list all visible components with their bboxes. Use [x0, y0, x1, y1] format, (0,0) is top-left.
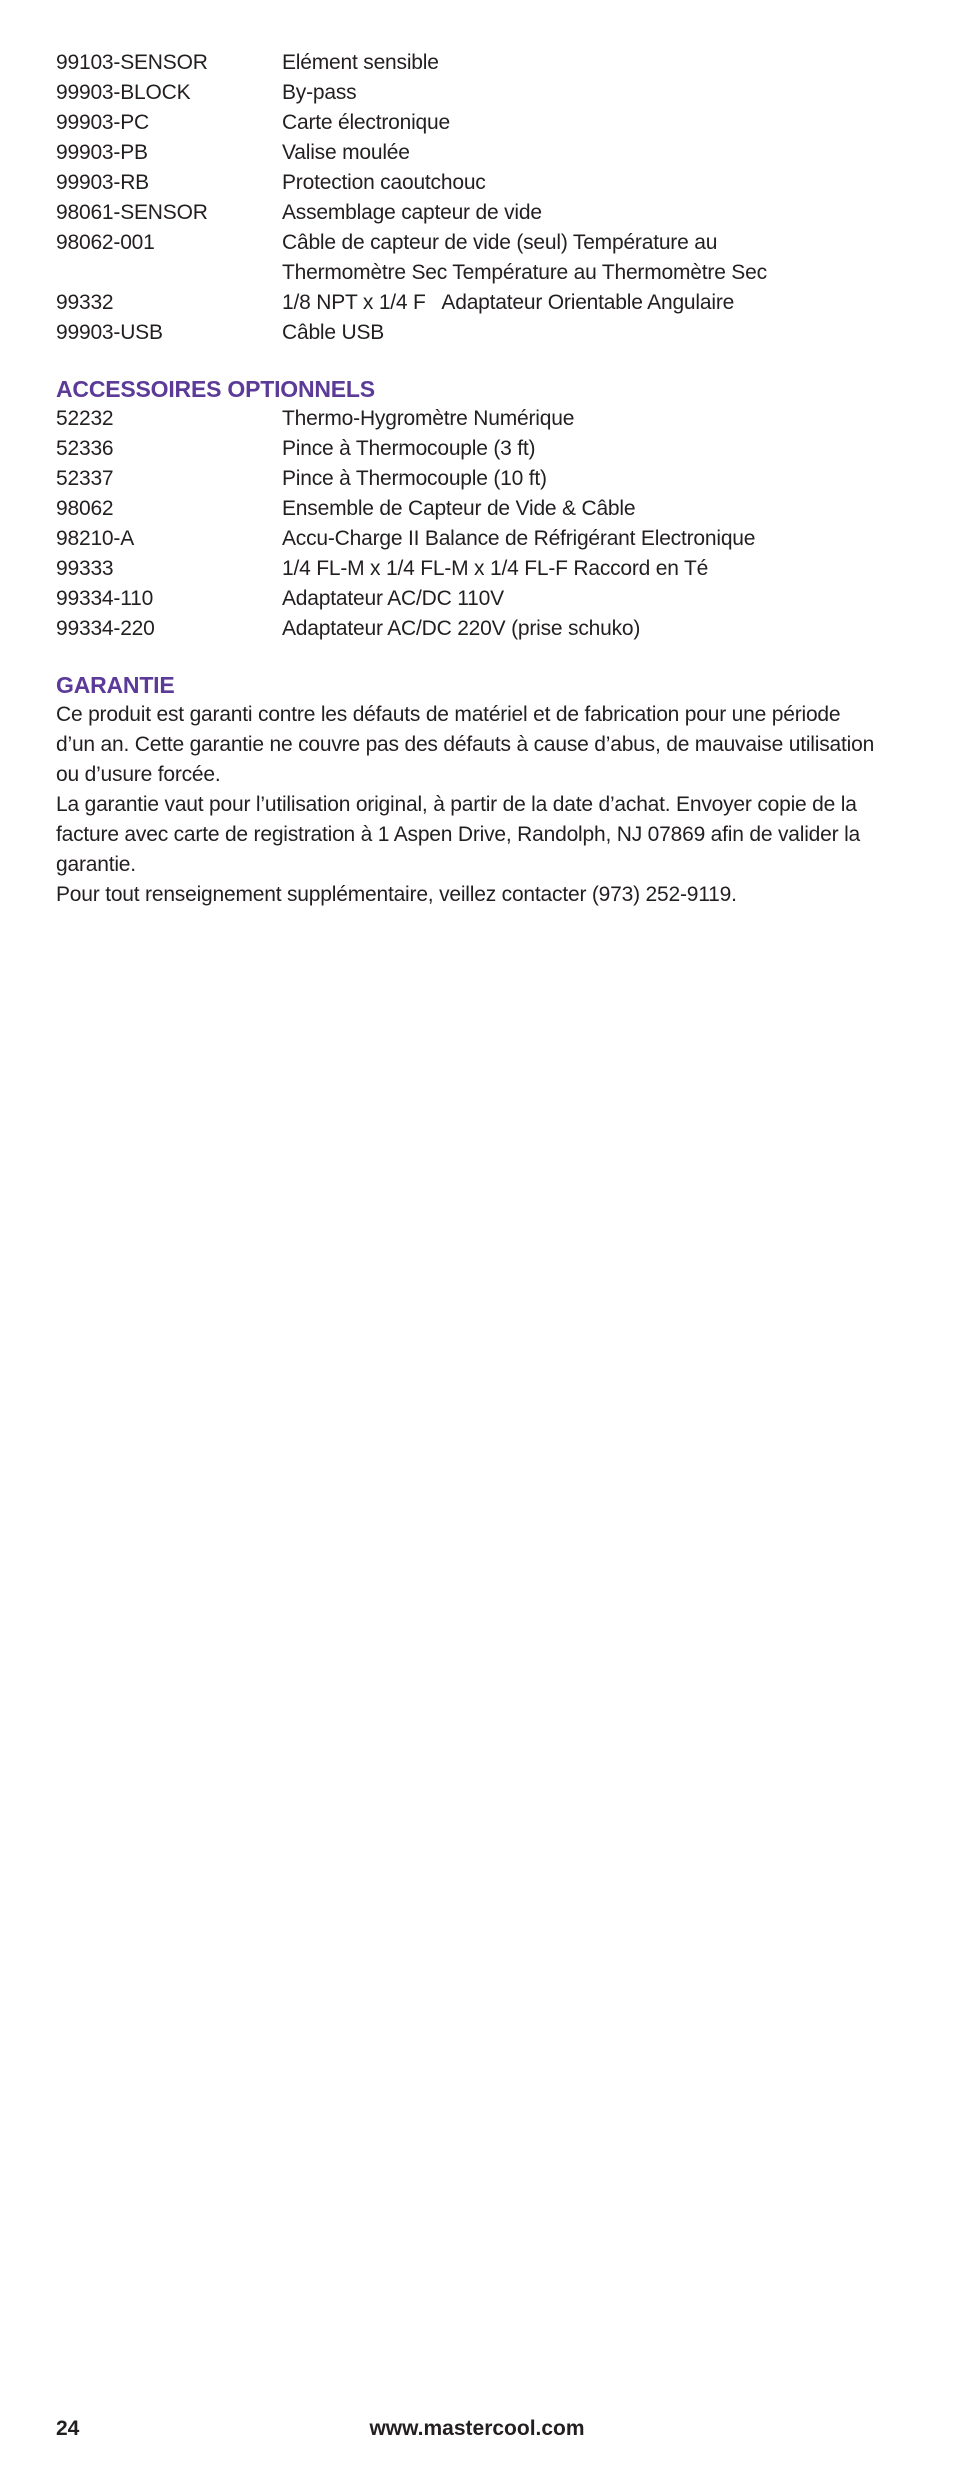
part-description: Câble USB	[282, 321, 385, 344]
parts-list	[56, 48, 916, 348]
list-item	[56, 168, 916, 198]
list-item	[56, 434, 916, 464]
accessory-description: Accu-Charge II Balance de Réfrigérant Electronique	[282, 527, 756, 550]
accessory-description: Adaptateur AC/DC 220V (prise schuko)	[282, 617, 641, 640]
accessory-code: 52232	[56, 407, 114, 430]
part-code: 98061-SENSOR	[56, 201, 208, 224]
list-item	[56, 288, 916, 318]
accessory-description: Adaptateur AC/DC 110V	[282, 587, 504, 610]
accessory-code: 99334-110	[56, 587, 154, 610]
part-code: 99103-SENSOR	[56, 51, 208, 74]
list-item	[56, 78, 916, 108]
list-item	[56, 554, 916, 584]
accessory-code: 98062	[56, 497, 114, 520]
list-item	[56, 464, 916, 494]
accessory-description: 1/4 FL-M x 1/4 FL-M x 1/4 FL-F Raccord en Té	[282, 557, 709, 580]
list-item	[56, 108, 916, 138]
list-item	[56, 198, 916, 228]
accessory-description: Ensemble de Capteur de Vide & Câble	[282, 497, 636, 520]
list-item	[56, 584, 916, 614]
website-link[interactable]: www.mastercool.com	[369, 2417, 585, 2440]
part-code: 98062-001	[56, 231, 155, 254]
part-code: 99903-BLOCK	[56, 81, 191, 104]
part-code: 99903-RB	[56, 171, 149, 194]
accessories-heading: ACCESSOIRES OPTIONNELS	[56, 376, 375, 402]
part-description: Elément sensible	[282, 51, 439, 74]
part-code: 99903-PC	[56, 111, 149, 134]
part-description: By-pass	[282, 81, 357, 104]
part-code-empty	[56, 258, 282, 288]
warranty-line: garantie.	[56, 853, 136, 876]
warranty-line: d’un an. Cette garantie ne couvre pas des défauts à cause d’abus, de mauvaise utilisation	[56, 733, 875, 756]
part-code: 99903-PB	[56, 141, 148, 164]
warranty-line: facture avec carte de registration à 1 Aspen Drive, Randolph, NJ 07869 afin de valider la	[56, 823, 861, 846]
list-item	[56, 48, 916, 78]
accessory-code: 99333	[56, 557, 114, 580]
list-item	[56, 494, 916, 524]
warranty-line: Ce produit est garanti contre les défauts de matériel et de fabrication pour une période	[56, 703, 841, 726]
part-description-continued: Thermomètre Sec Température au Thermomètre Sec	[282, 261, 767, 284]
part-description: Carte électronique	[282, 111, 450, 134]
warranty-section	[56, 670, 916, 910]
part-description: Assemblage capteur de vide	[282, 201, 542, 224]
page-content	[56, 48, 916, 910]
part-code: 99903-USB	[56, 321, 163, 344]
accessory-code: 52336	[56, 437, 114, 460]
accessory-description: Thermo-Hygromètre Numérique	[282, 407, 575, 430]
part-description: Protection caoutchouc	[282, 171, 486, 194]
warranty-line: Pour tout renseignement supplémentaire, veillez contacter (973) 252-9119.	[56, 883, 737, 906]
page-footer	[0, 2417, 954, 2447]
accessory-description: Pince à Thermocouple (10 ft)	[282, 467, 547, 490]
page-number: 24	[56, 2417, 80, 2440]
warranty-line: ou d’usure forcée.	[56, 763, 221, 786]
accessories-section	[56, 374, 916, 644]
warranty-line: La garantie vaut pour l’utilisation original, à partir de la date d’achat. Envoyer copie de la	[56, 793, 857, 816]
warranty-heading: GARANTIE	[56, 672, 175, 698]
accessory-code: 98210-A	[56, 527, 134, 550]
part-code: 99332	[56, 291, 114, 314]
list-item	[56, 614, 916, 644]
list-item	[56, 138, 916, 168]
accessory-description: Pince à Thermocouple (3 ft)	[282, 437, 536, 460]
list-item	[56, 228, 916, 258]
part-description: Câble de capteur de vide (seul) Température au	[282, 231, 718, 254]
list-item	[56, 318, 916, 348]
accessory-code: 52337	[56, 467, 114, 490]
list-item	[56, 404, 916, 434]
part-description: Valise moulée	[282, 141, 410, 164]
list-item	[56, 524, 916, 554]
part-description: 1/8 NPT x 1/4 F Adaptateur Orientable Angulaire	[282, 291, 735, 314]
accessory-code: 99334-220	[56, 617, 155, 640]
list-item-continuation	[56, 258, 916, 288]
